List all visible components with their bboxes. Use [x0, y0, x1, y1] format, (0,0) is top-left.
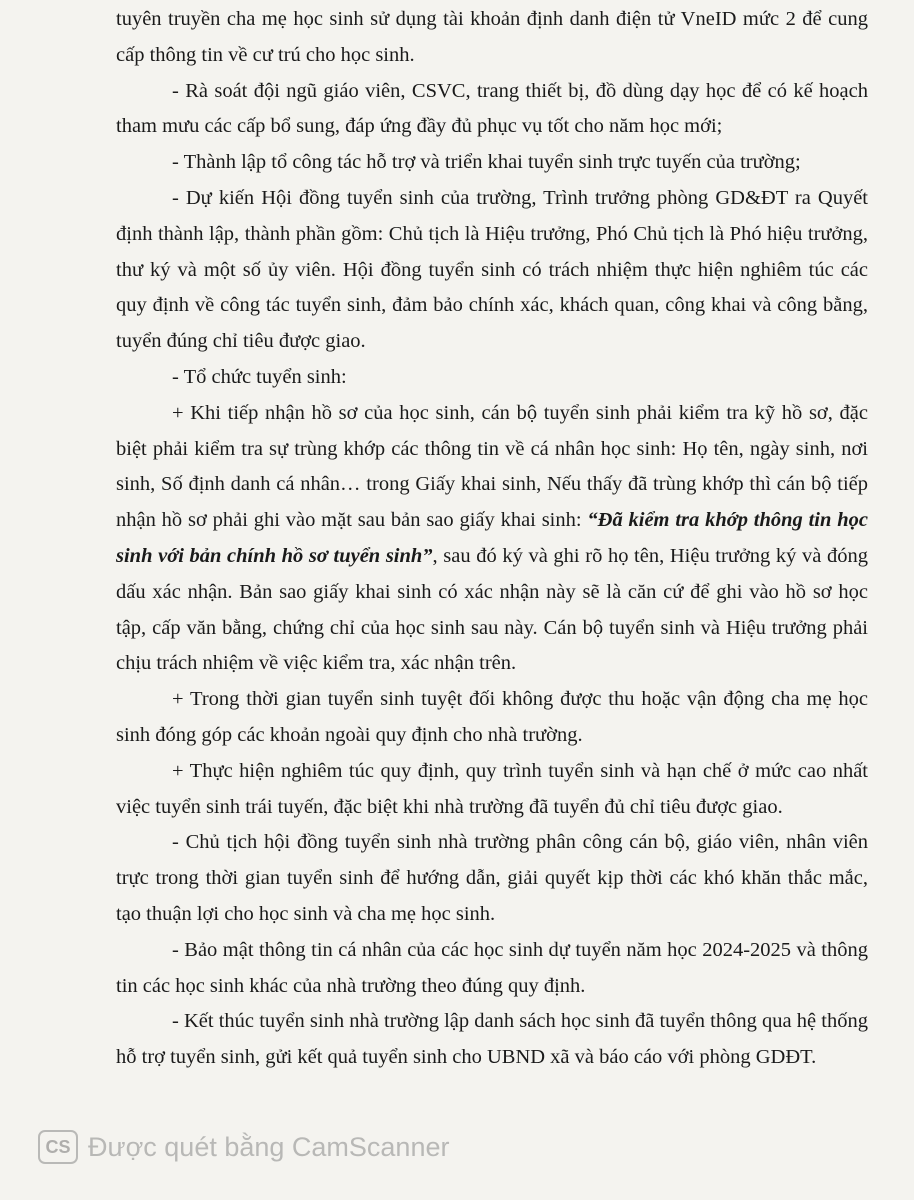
camscanner-watermark	[38, 1127, 449, 1167]
emphasized-quote: “Đã kiểm tra khớp thông tin học sinh với bản chính hồ sơ tuyển sinh”	[116, 509, 868, 567]
paragraph-6-start: + Khi tiếp nhận hồ sơ của học sinh, cán bộ tuyển sinh phải kiểm tra kỹ hồ sơ, đặc biệt phải kiểm tra sự trùng khớp các thông tin về cá nhân học sinh: Họ tên, ngày sinh, nơi sinh, Số định danh cá nhân… trong Giấy khai sinh, Nếu thấy đã trùng khớp thì cán bộ tiếp nhận hồ sơ phải ghi vào mặt sau bản sao giấy khai sinh:	[116, 401, 868, 532]
paragraph-7: + Trong thời gian tuyển sinh tuyệt đối không được thu hoặc vận động cha mẹ học sinh đóng góp các khoản ngoài quy định cho nhà trường.	[116, 688, 868, 746]
paragraph-1: tuyên truyền cha mẹ học sinh sử dụng tài khoản định danh điện tử VneID mức 2 để cung cấp thông tin về cư trú cho học sinh.	[116, 8, 868, 66]
paragraph-6	[116, 396, 868, 682]
paragraph-6-end: , sau đó ký và ghi rõ họ tên, Hiệu trưởng ký và đóng dấu xác nhận. Bản sao giấy khai sinh có xác nhận này sẽ là căn cứ để ghi vào hồ sơ học tập, cấp văn bằng, chứng chỉ của học sinh sau này. Cán bộ tuyển sinh và Hiệu trưởng phải chịu trách nhiệm về việc kiểm tra, xác nhận trên.	[116, 544, 868, 675]
watermark-text: Được quét bằng CamScanner	[88, 1131, 450, 1162]
paragraph-9: - Chủ tịch hội đồng tuyển sinh nhà trường phân công cán bộ, giáo viên, nhân viên trực trong thời gian tuyển sinh để hướng dẫn, giải quyết kịp thời các khó khăn thắc mắc, tạo thuận lợi cho học sinh và cha mẹ học sinh.	[116, 831, 868, 925]
paragraph-3: - Thành lập tổ công tác hỗ trợ và triển khai tuyển sinh trực tuyến của trường;	[172, 151, 801, 174]
document-body	[116, 2, 868, 1076]
paragraph-10: - Bảo mật thông tin cá nhân của các học sinh dự tuyển năm học 2024-2025 và thông tin các học sinh khác của nhà trường theo đúng quy định.	[116, 938, 868, 997]
paragraph-8: + Thực hiện nghiêm túc quy định, quy trình tuyển sinh và hạn chế ở mức cao nhất việc tuyển sinh trái tuyến, đặc biệt khi nhà trường đã tuyển đủ chỉ tiêu được giao.	[116, 759, 868, 818]
paragraph-5: - Tổ chức tuyển sinh:	[172, 365, 347, 388]
paragraph-11: - Kết thúc tuyển sinh nhà trường lập danh sách học sinh đã tuyển thông qua hệ thống hỗ trợ tuyển sinh, gửi kết quả tuyển sinh cho UBND xã và báo cáo với phòng GDĐT.	[116, 1010, 868, 1069]
paragraph-4: - Dự kiến Hội đồng tuyển sinh của trường, Trình trưởng phòng GD&ĐT ra Quyết định thành lập, thành phần gồm: Chủ tịch là Hiệu trưởng, Phó Chủ tịch là Phó hiệu trưởng, thư ký và một số ủy viên. Hội đồng tuyển sinh có trách nhiệm thực hiện nghiêm túc các quy định về công tác tuyển sinh, đảm bảo chính xác, khách quan, công khai và công bằng, tuyển đúng chỉ tiêu được giao.	[116, 186, 868, 353]
camscanner-logo-icon: CS	[38, 1130, 78, 1164]
paragraph-2: - Rà soát đội ngũ giáo viên, CSVC, trang thiết bị, đồ dùng dạy học để có kế hoạch tham mưu các cấp bổ sung, đáp ứng đầy đủ phục vụ tốt cho năm học mới;	[116, 79, 868, 138]
